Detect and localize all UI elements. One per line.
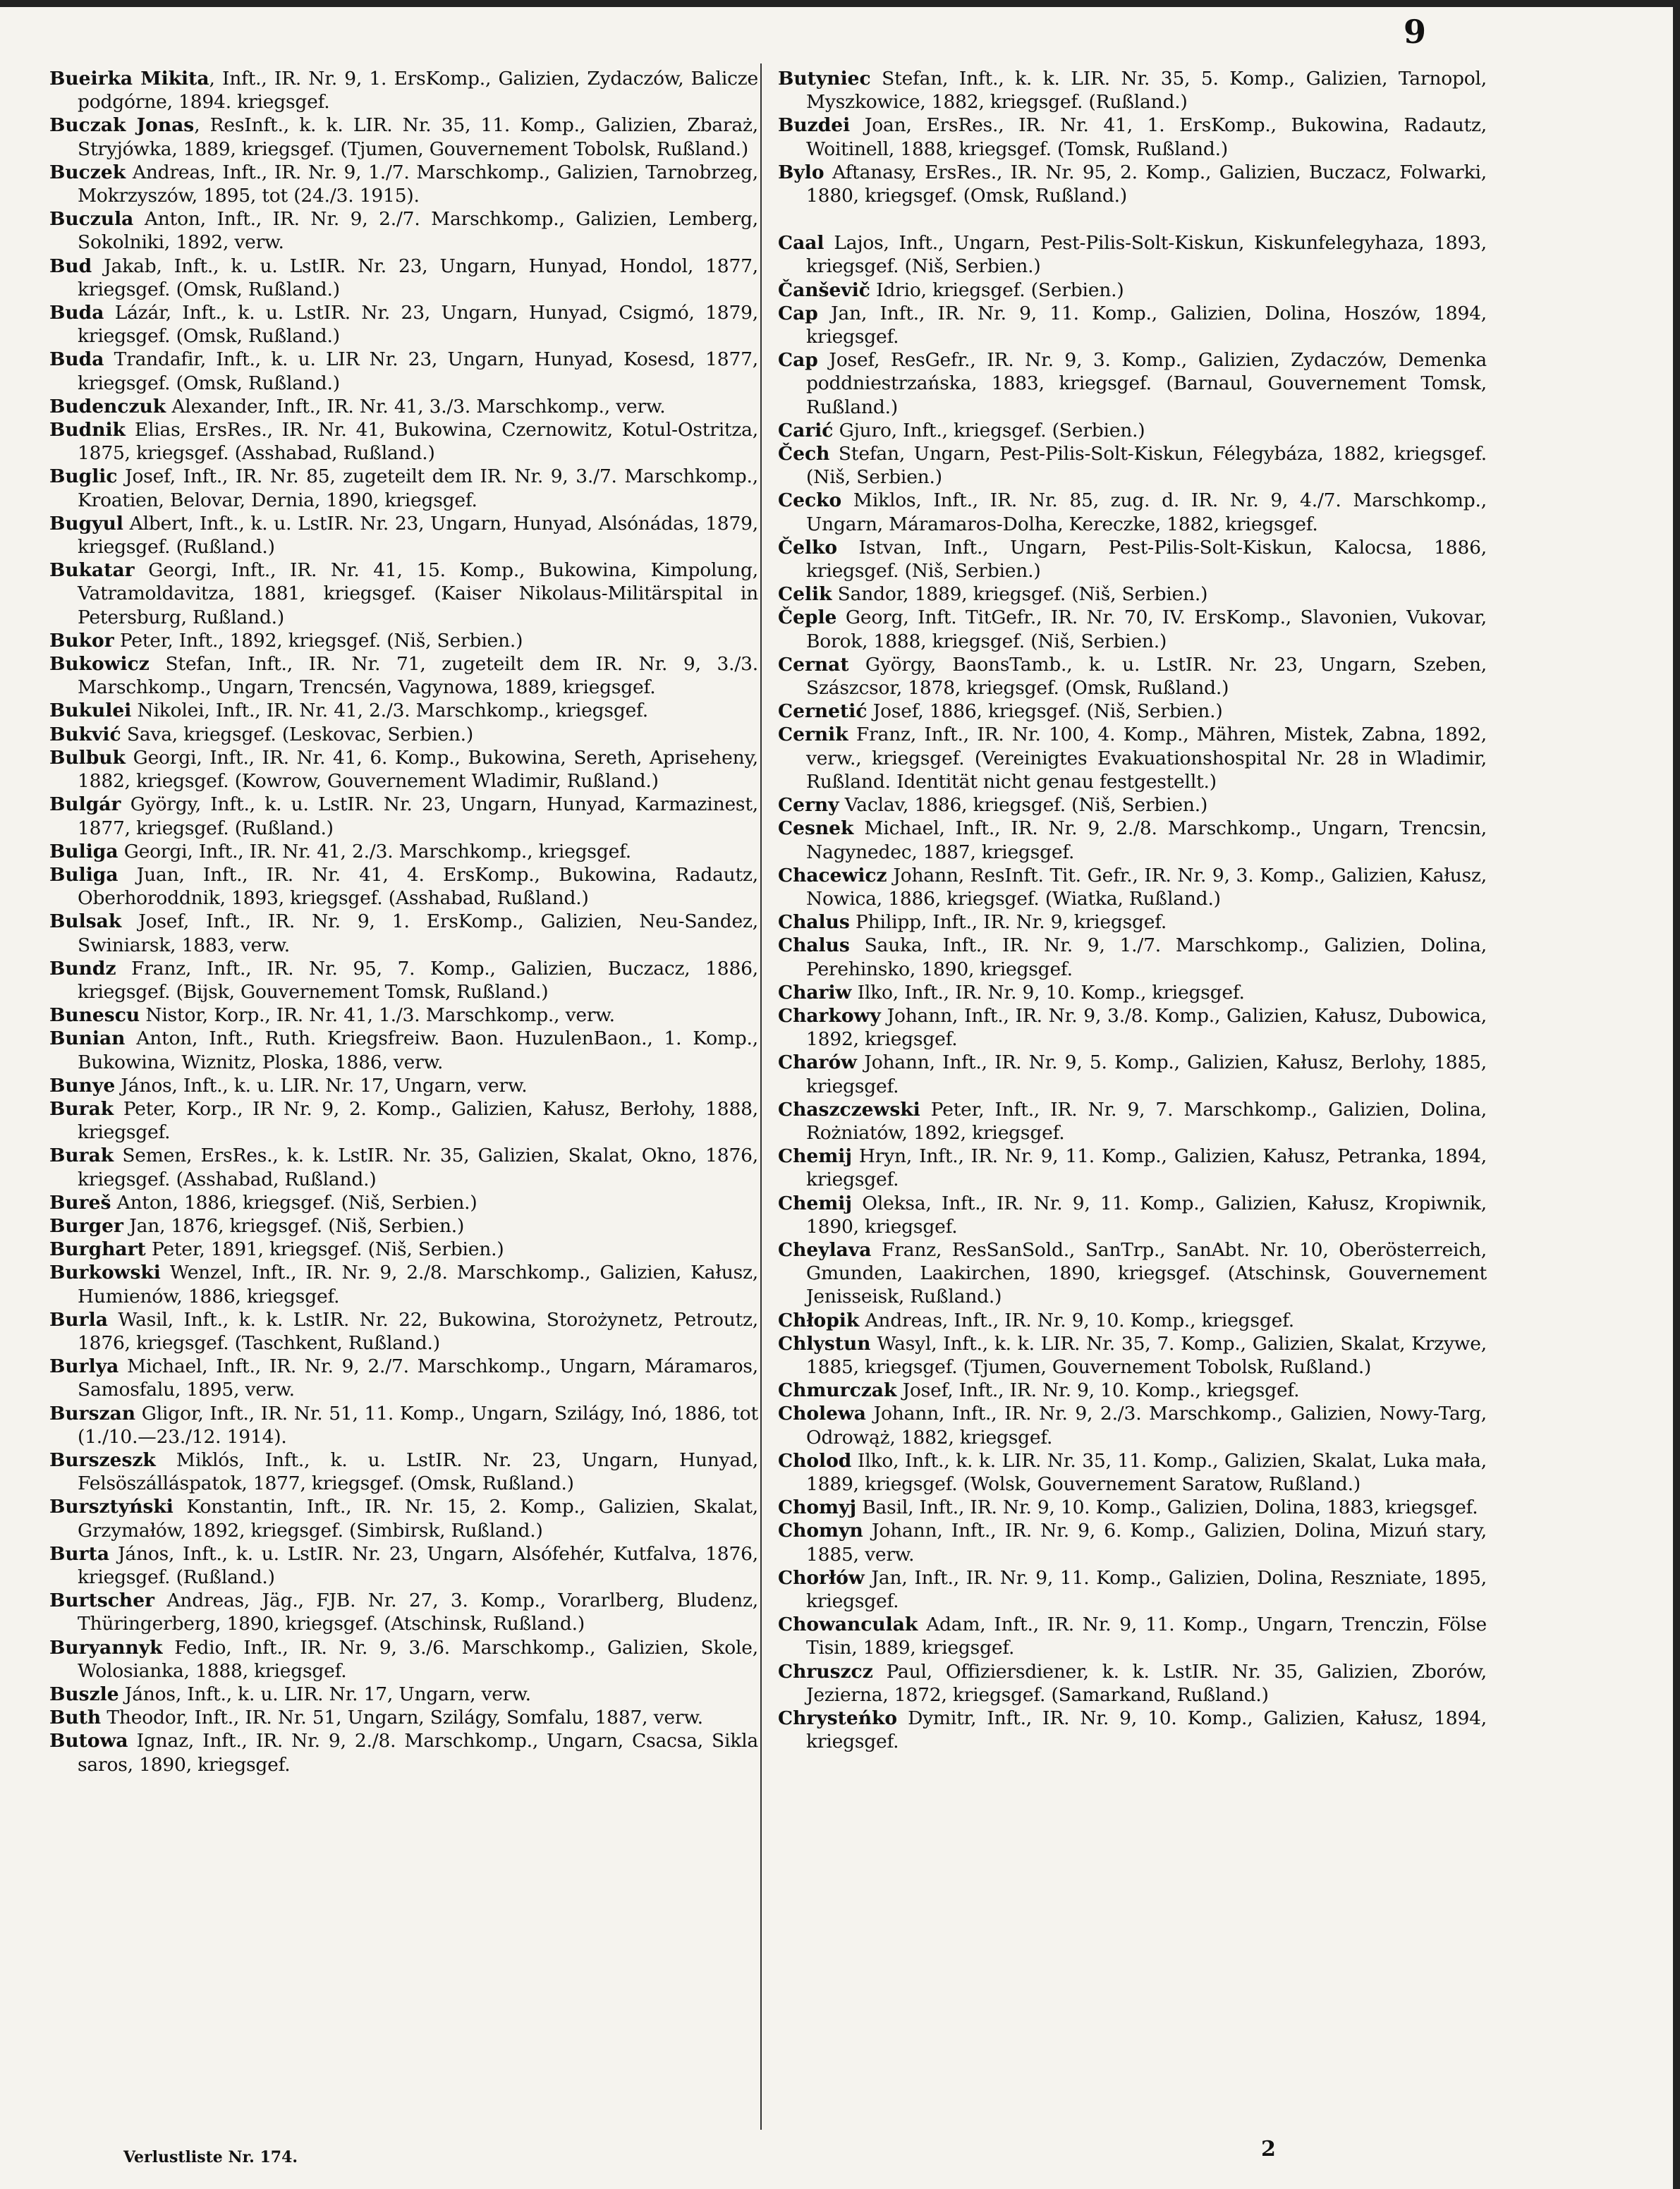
entry-details: Miklós, Inft., k. u. LstIR. Nr. 23, Ungarn, Hunyad, Felsöszálláspatok, 1877, kriegsgef. (Omsk, Rußland.) [78,1449,758,1495]
list-entry [49,699,758,722]
entry-details: Gligor, Inft., IR. Nr. 51, 11. Komp., Ungarn, Szilágy, Inó, 1886, tot (1./10.—23./12. 1914). [78,1402,758,1448]
list-entry [49,465,758,511]
entry-surname: Buth [49,1707,102,1729]
list-entry [778,161,1487,207]
entry-details: , Inft., IR. Nr. 9, 1. ErsKomp., Galizien, Zydaczów, Balicze podgórne, 1894. kriegsgef. [78,68,758,114]
entry-details: Peter, Inft., 1892, kriegsgef. (Niš, Serbien.) [114,629,523,652]
list-entry [49,863,758,910]
entry-details: Wasil, Inft., k. k. LstIR. Nr. 22, Bukowina, Storożynetz, Petroutz, 1876, kriegsgef. (Taschkent, Rußland.) [78,1308,758,1354]
entry-surname: Bukatar [49,559,135,582]
entry-details: Georgi, Inft., IR. Nr. 41, 6. Komp., Bukowina, Sereth, Apriseheny, 1882, kriegsgef. (Kowrow, Gouvernement Wladimir, Rußland.) [78,746,758,793]
entry-details: Stefan, Inft., k. k. LIR. Nr. 35, 5. Komp., Galizien, Tarnopol, Myszkowice, 1882, kriegsgef. (Rußland.) [806,68,1487,114]
list-entry [49,114,758,160]
list-entry [49,1238,758,1261]
entry-details: Sandor, 1889, kriegsgef. (Niš, Serbien.) [832,583,1208,606]
entry-details: Nistor, Korp., IR. Nr. 41, 1./3. Marschkomp., verw. [140,1004,615,1027]
entry-details: Anton, 1886, kriegsgef. (Niš, Serbien.) [111,1191,477,1214]
entry-surname: Burkowski [49,1262,161,1284]
entry-details: Andreas, Inft., IR. Nr. 9, 10. Komp., kriegsgef. [859,1309,1294,1331]
list-entry [778,1613,1487,1659]
entry-details: Semen, ErsRes., k. k. LstIR. Nr. 35, Galizien, Skalat, Okno, 1876, kriegsgef. (Asshabad, Rußland.) [78,1145,758,1190]
entry-surname: Čelko [778,536,838,559]
entry-surname: Chowanculak [778,1614,918,1636]
list-entry [778,536,1487,583]
entry-surname: Charów [778,1051,857,1074]
entry-surname: Bylo [778,161,824,183]
entry-surname: Burszan [49,1402,136,1425]
list-entry [778,1192,1487,1238]
list-entry [778,793,1487,817]
list-entry [49,1261,758,1307]
list-entry [49,1542,758,1589]
scan-border-top [0,0,1680,7]
list-entry [49,1308,758,1355]
entry-details: Johann, ResInft. Tit. Gefr., IR. Nr. 9, 3. Komp., Galizien, Kałusz, Nowica, 1886, kriegsgef. (Wiatka, Rußland.) [806,864,1487,910]
entry-surname: Bukvić [49,723,121,745]
entry-surname: Burghart [49,1238,146,1261]
list-entry [49,1355,758,1401]
entry-surname: Čeple [778,606,837,629]
entry-surname: Bukulei [49,700,132,722]
entry-details: Ilko, Inft., k. k. LIR. Nr. 35, 11. Komp., Galizien, Skalat, Luka mała, 1889, kriegsgef. (Wolsk, Gouvernement Saratow, Rußland.) [806,1449,1487,1495]
list-entry [49,418,758,465]
footer-list-number: Verlustliste Nr. 174. [123,2148,298,2166]
entry-surname: Buglic [49,465,118,488]
list-entry [778,1309,1487,1332]
entry-details: Sava, kriegsgef. (Leskovac, Serbien.) [121,723,473,745]
entry-surname: Burszeszk [49,1449,156,1471]
column-divider [760,63,762,2130]
list-entry [49,793,758,839]
entry-details: Istvan, Inft., Ungarn, Pest-Pilis-Solt-Kiskun, Kalocsa, 1886, kriegsgef. (Niš, Serbien.) [806,536,1487,583]
entry-details: Franz, ResSanSold., SanTrp., SanAbt. Nr. 10, Oberösterreich, Gmunden, Laakirchen, 1890, kriegsgef. (Atschinsk, Gouvernement Jenisseisk, Rußland.) [806,1238,1487,1308]
entry-details: Ignaz, Inft., IR. Nr. 9, 2./8. Marschkomp., Ungarn, Csacsa, Sikla saros, 1890, kriegsgef. [78,1730,758,1776]
list-entry [778,302,1487,348]
entry-surname: Buczula [49,208,134,231]
entry-surname: Cernat [778,653,849,676]
entry-surname: Burtscher [49,1590,155,1612]
entry-surname: Cap [778,349,818,372]
entry-details: Aftanasy, ErsRes., IR. Nr. 95, 2. Komp., Galizien, Buczacz, Folwarki, 1880, kriegsgef. (Omsk, Rußland.) [806,161,1487,207]
entry-details: Philipp, Inft., IR. Nr. 9, kriegsgef. [849,911,1167,934]
entry-surname: Charkowy [778,1004,881,1027]
entry-surname: Bursztyński [49,1496,174,1518]
entry-surname: Bunescu [49,1004,140,1027]
entry-details: Trandafir, Inft., k. u. LIR Nr. 23, Ungarn, Hunyad, Kosesd, 1877, kriegsgef. (Omsk, Rußland.) [78,348,758,394]
list-entry [49,1683,758,1706]
list-entry [49,1636,758,1683]
entry-surname: Chomyj [778,1496,857,1519]
right-column [778,67,1487,1753]
entry-details: Oleksa, Inft., IR. Nr. 9, 11. Komp., Galizien, Kałusz, Kropiwnik, 1890, kriegsgef. [806,1192,1487,1238]
entry-details: Georg, Inft. TitGefr., IR. Nr. 70, IV. ErsKomp., Slavonien, Vukovar, Borok, 1888, kriegsgef. (Niš, Serbien.) [806,606,1487,652]
entry-details: Juan, Inft., IR. Nr. 41, 4. ErsKomp., Bukowina, Radautz, Oberhoroddnik, 1893, kriegsgef. (Asshabad, Rußland.) [78,863,758,910]
list-entry [49,629,758,652]
entry-surname: Bureš [49,1191,111,1214]
list-entry [49,746,758,793]
entry-details: Dymitr, Inft., IR. Nr. 9, 10. Komp., Galizien, Kałusz, 1894, kriegsgef. [806,1707,1487,1753]
entry-surname: Buzdei [778,114,851,137]
entry-details: Lajos, Inft., Ungarn, Pest-Pilis-Solt-Kiskun, Kiskunfelegyhaza, 1893, kriegsgef. (Niš, Serbien.) [806,232,1487,278]
entry-details: János, Inft., k. u. LIR. Nr. 17, Ungarn, verw. [115,1074,528,1097]
entry-surname: Caal [778,232,824,255]
entry-details: Johann, Inft., IR. Nr. 9, 6. Komp., Galizien, Dolina, Mizuń stary, 1885, verw. [806,1520,1487,1566]
list-entry [49,1706,758,1729]
entry-surname: Burta [49,1542,110,1565]
entry-surname: Cerny [778,794,839,817]
entry-surname: Chariw [778,981,852,1004]
list-entry [778,1098,1487,1145]
list-entry [49,1191,758,1214]
list-entry [49,1402,758,1449]
list-entry [778,1379,1487,1402]
entry-surname: Bulbuk [49,746,126,769]
entry-surname: Bud [49,255,92,277]
entry-surname: Carić [778,419,834,441]
entry-details: Basil, Inft., IR. Nr. 9, 10. Komp., Galizien, Dolina, 1883, kriegsgef. [856,1496,1478,1519]
entry-details: Joan, ErsRes., IR. Nr. 41, 1. ErsKomp., Bukowina, Radautz, Woitinell, 1888, kriegsgef. (Tomsk, Rußland.) [806,114,1487,160]
list-entry [778,1519,1487,1566]
entry-surname: Cholewa [778,1403,866,1425]
entry-details: Josef, Inft., IR. Nr. 9, 1. ErsKomp., Galizien, Neu-Sandez, Swiniarsk, 1883, verw. [78,910,758,956]
entry-details: Miklos, Inft., IR. Nr. 85, zug. d. IR. Nr. 9, 4./7. Marschkomp., Ungarn, Máramaros-Dolha, Kereczke, 1882, kriegsgef. [806,489,1487,535]
list-entry [49,1074,758,1097]
entry-surname: Chacewicz [778,864,887,886]
entry-surname: Chemij [778,1145,852,1168]
entry-surname: Burlya [49,1355,119,1378]
entry-details: Franz, Inft., IR. Nr. 100, 4. Komp., Mähren, Mistek, Zabna, 1892, verw., kriegsgef. (Vereinigtes Evakuationshospital Nr. 28 in Wladimir, Rußland. Identität nicht genau festgestellt.) [806,724,1487,793]
list-entry [49,652,758,699]
entry-details: Elias, ErsRes., IR. Nr. 41, Bukowina, Czernowitz, Kotul-Ostritza, 1875, kriegsgef. (Asshabad, Rußland.) [78,419,758,465]
list-entry [778,981,1487,1004]
entry-surname: Cernik [778,724,848,746]
entry-surname: Chorłów [778,1566,865,1589]
entry-details: Michael, Inft., IR. Nr. 9, 2./8. Marschkomp., Ungarn, Trencsin, Nagynedec, 1887, kriegsgef. [806,817,1487,863]
list-entry [49,512,758,559]
entry-details: Franz, Inft., IR. Nr. 95, 7. Komp., Galizien, Buczacz, 1886, kriegsgef. (Bijsk, Gouvernement Tomsk, Rußland.) [78,957,758,1003]
entry-details: Josef, ResGefr., IR. Nr. 9, 3. Komp., Galizien, Zydaczów, Demenka poddniestrzańska, 1883, kriegsgef. (Barnaul, Gouvernement Tomsk, Rußland.) [806,349,1487,418]
entry-surname: Bugyul [49,512,123,535]
entry-details: Wenzel, Inft., IR. Nr. 9, 2./8. Marschkomp., Galizien, Kałusz, Humienów, 1886, kriegsgef. [78,1262,758,1307]
entry-surname: Buszle [49,1683,119,1706]
entry-details: György, Inft., k. u. LstIR. Nr. 23, Ungarn, Hunyad, Karmazinest, 1877, kriegsgef. (Rußland.) [78,793,758,839]
entry-details: Gjuro, Inft., kriegsgef. (Serbien.) [833,419,1145,441]
entry-details: , ResInft., k. k. LIR. Nr. 35, 11. Komp., Galizien, Zbaraż, Stryjówka, 1889, kriegsgef. (Tjumen, Gouvernement Tobolsk, Rußland.) [78,114,758,160]
entry-details: Sauka, Inft., IR. Nr. 9, 1./7. Marschkomp., Galizien, Dolina, Perehinsko, 1890, kriegsgef. [806,934,1487,980]
entry-surname: Buda [49,302,104,324]
entry-details: Alexander, Inft., IR. Nr. 41, 3./3. Marschkomp., verw. [166,395,666,417]
list-entry [49,1004,758,1027]
entry-details: Albert, Inft., k. u. LstIR. Nr. 23, Ungarn, Hunyad, Alsónádas, 1879, kriegsgef. (Rußland.) [78,512,758,559]
entry-surname: Buliga [49,840,118,862]
entry-surname: Burak [49,1145,114,1167]
list-entry [778,1566,1487,1613]
left-column [49,67,758,1776]
list-entry [778,442,1487,489]
list-entry [49,255,758,301]
entry-surname: Buryannyk [49,1636,163,1659]
entry-surname: Budenczuk [49,395,166,417]
list-entry [778,1238,1487,1309]
list-entry [778,1145,1487,1191]
list-entry [49,1027,758,1073]
entry-surname: Bunian [49,1028,126,1050]
entry-details: Jan, Inft., IR. Nr. 9, 11. Komp., Galizien, Dolina, Hoszów, 1894, kriegsgef. [806,302,1487,348]
footer-signature-mark: 2 [1261,2137,1276,2161]
list-entry [49,1589,758,1635]
list-entry [49,723,758,746]
entry-surname: Bundz [49,957,116,980]
list-entry [778,489,1487,535]
entry-details: Peter, Inft., IR. Nr. 9, 7. Marschkomp., Galizien, Dolina, Rożniatów, 1892, kriegsgef. [806,1098,1487,1144]
section-gap [778,207,1487,231]
entry-surname: Bunye [49,1074,116,1097]
list-entry [49,207,758,254]
list-entry [778,910,1487,934]
entry-details: Peter, Korp., IR Nr. 9, 2. Komp., Galizien, Kałusz, Berłohy, 1888, kriegsgef. [78,1097,758,1144]
entry-details: Johann, Inft., IR. Nr. 9, 2./3. Marschkomp., Galizien, Nowy-Targ, Odrowąż, 1882, kriegsgef. [806,1403,1487,1449]
list-entry [49,1729,758,1776]
entry-details: Anton, Inft., Ruth. Kriegsfreiw. Baon. HuzulenBaon., 1. Komp., Bukowina, Wiznitz, Ploska, 1886, verw. [78,1028,758,1073]
entry-details: Jan, 1876, kriegsgef. (Niš, Serbien.) [123,1214,465,1237]
entry-surname: Celik [778,583,832,606]
entry-surname: Cap [778,302,818,324]
entry-details: Lázár, Inft., k. u. LstIR. Nr. 23, Ungarn, Hunyad, Csigmó, 1879, kriegsgef. (Omsk, Rußland.) [78,302,758,348]
entry-surname: Chalus [778,911,850,934]
entry-details: Johann, Inft., IR. Nr. 9, 3./8. Komp., Galizien, Kałusz, Dubowica, 1892, kriegsgef. [806,1004,1487,1051]
entry-surname: Čech [778,443,830,465]
entry-details: Nikolei, Inft., IR. Nr. 41, 2./3. Marschkomp., kriegsgef. [131,700,648,722]
entry-details: Josef, Inft., IR. Nr. 9, 10. Komp., kriegsgef. [896,1379,1300,1402]
list-entry [778,67,1487,114]
entry-details: Johann, Inft., IR. Nr. 9, 5. Komp., Galizien, Kałusz, Berlohy, 1885, kriegsgef. [806,1051,1487,1097]
list-entry [778,1051,1487,1097]
list-entry [778,1449,1487,1496]
entry-surname: Burger [49,1214,123,1237]
page-number: 9 [1403,13,1426,51]
list-entry [49,395,758,418]
entry-details: Josef, Inft., IR. Nr. 85, zugeteilt dem IR. Nr. 9, 3./7. Marschkomp., Kroatien, Belovar, Dernia, 1890, kriegsgef. [78,465,758,511]
entry-details: György, BaonsTamb., k. u. LstIR. Nr. 23, Ungarn, Szeben, Szászcsor, 1878, kriegsgef. (Omsk, Rußland.) [806,653,1487,700]
list-entry [778,1496,1487,1519]
list-entry [778,817,1487,863]
entry-surname: Chlystun [778,1332,871,1355]
list-entry [49,348,758,394]
entry-details: Josef, 1886, kriegsgef. (Niš, Serbien.) [867,700,1223,723]
list-entry [778,279,1487,302]
entry-details: Hryn, Inft., IR. Nr. 9, 11. Komp., Galizien, Kałusz, Petranka, 1894, kriegsgef. [806,1145,1487,1191]
list-entry [49,301,758,348]
list-entry [49,1495,758,1542]
entry-details: Theodor, Inft., IR. Nr. 51, Ungarn, Szilágy, Somfalu, 1887, verw. [101,1707,703,1729]
list-entry [778,700,1487,723]
entry-details: Peter, 1891, kriegsgef. (Niš, Serbien.) [145,1238,504,1261]
entry-surname: Chomyn [778,1520,863,1542]
entry-details: Konstantin, Inft., IR. Nr. 15, 2. Komp., Galizien, Skalat, Grzymałów, 1892, kriegsgef. (Simbirsk, Rußland.) [78,1496,758,1542]
entry-surname: Bulgár [49,793,121,816]
list-entry [49,559,758,629]
list-entry [778,1004,1487,1051]
entry-details: Stefan, Inft., IR. Nr. 71, zugeteilt dem IR. Nr. 9, 3./3. Marschkomp., Ungarn, Trencsén, Vagynowa, 1889, kriegsgef. [78,653,758,699]
list-entry [778,864,1487,910]
list-entry [778,1402,1487,1449]
entry-details: Georgi, Inft., IR. Nr. 41, 2./3. Marschkomp., kriegsgef. [118,840,631,862]
entry-details: Georgi, Inft., IR. Nr. 41, 15. Komp., Bukowina, Kimpolung, Vatramoldavitza, 1881, kriegsgef. (Kaiser Nikolaus-Militärspital in Petersburg, Rußland.) [78,559,758,628]
entry-surname: Burak [49,1097,114,1120]
entry-surname: Chemij [778,1192,852,1214]
entry-surname: Cernetić [778,700,868,723]
entry-surname: Butyniec [778,68,871,90]
entry-details: Anton, Inft., IR. Nr. 9, 2./7. Marschkomp., Galizien, Lemberg, Sokolniki, 1892, verw. [78,208,758,254]
entry-details: Paul, Offiziersdiener, k. k. LstIR. Nr. 35, Galizien, Zborów, Jezierna, 1872, kriegsgef. (Samarkand, Rußland.) [806,1660,1487,1706]
entry-surname: Chruszcz [778,1660,873,1683]
entry-surname: Cholod [778,1449,852,1472]
list-entry [49,840,758,863]
list-entry [778,1707,1487,1753]
list-entry [778,419,1487,442]
entry-surname: Bukor [49,629,114,652]
entry-surname: Cesnek [778,817,854,840]
entry-surname: Bulsak [49,910,122,933]
entry-surname: Bukowicz [49,653,150,676]
list-entry [49,957,758,1004]
entry-details: János, Inft., k. u. LstIR. Nr. 23, Ungarn, Alsófehér, Kutfalva, 1876, kriegsgef. (Rußland.) [78,1542,758,1588]
entry-surname: Chalus [778,934,850,957]
entry-details: Stefan, Ungarn, Pest-Pilis-Solt-Kiskun, Félegybáza, 1882, kriegsgef. (Niš, Serbien.) [806,443,1487,489]
entry-details: Michael, Inft., IR. Nr. 9, 2./7. Marschkomp., Ungarn, Máramaros, Samosfalu, 1895, verw. [78,1355,758,1401]
list-entry [778,114,1487,160]
list-entry [778,1332,1487,1379]
entry-surname: Burla [49,1308,108,1331]
scan-border-right [1673,0,1680,2189]
list-entry [778,1660,1487,1707]
entry-details: Idrio, kriegsgef. (Serbien.) [870,279,1124,301]
entry-surname: Budnik [49,419,126,441]
entry-surname: Čanševič [778,279,870,301]
entry-surname: Bueirka Mikita [49,68,209,90]
entry-details: Jakab, Inft., k. u. LstIR. Nr. 23, Ungarn, Hunyad, Hondol, 1877, kriegsgef. (Omsk, Rußland.) [78,255,758,300]
list-entry [49,1097,758,1144]
entry-details: Adam, Inft., IR. Nr. 9, 11. Komp., Ungarn, Trenczin, Fölse Tisin, 1889, kriegsgef. [806,1614,1487,1659]
list-entry [778,606,1487,652]
list-entry [778,723,1487,793]
entry-details: Ilko, Inft., IR. Nr. 9, 10. Komp., kriegsgef. [851,981,1245,1004]
entry-details: Wasyl, Inft., k. k. LIR. Nr. 35, 7. Komp., Galizien, Skalat, Krzywe, 1885, kriegsgef. (Tjumen, Gouvernement Tobolsk, Rußland.) [806,1332,1487,1378]
entry-details: Andreas, Inft., IR. Nr. 9, 1./7. Marschkomp., Galizien, Tarnobrzeg, Mokrzyszów, 1895, tot (24./3. 1915). [78,161,758,207]
entry-surname: Butowa [49,1730,128,1752]
list-entry [49,1214,758,1238]
entry-details: Fedio, Inft., IR. Nr. 9, 3./6. Marschkomp., Galizien, Skole, Wolosianka, 1888, kriegsgef. [78,1636,758,1682]
entry-surname: Chmurczak [778,1379,897,1402]
entry-details: Vaclav, 1886, kriegsgef. (Niš, Serbien.) [839,794,1208,817]
list-entry [49,910,758,956]
entry-surname: Chaszczewski [778,1098,920,1121]
entry-details: Jan, Inft., IR. Nr. 9, 11. Komp., Galizien, Dolina, Reszniate, 1895, kriegsgef. [806,1566,1487,1612]
entry-surname: Chłopik [778,1309,860,1331]
entry-surname: Buliga [49,863,118,886]
entry-surname: Cheylava [778,1238,872,1261]
entry-surname: Chrysteńko [778,1707,898,1730]
list-entry [778,348,1487,419]
list-entry [778,231,1487,278]
entry-details: János, Inft., k. u. LIR. Nr. 17, Ungarn, verw. [118,1683,531,1706]
entry-surname: Buczek [49,161,126,183]
list-entry [778,583,1487,606]
entry-details: Andreas, Jäg., FJB. Nr. 27, 3. Komp., Vorarlberg, Bludenz, Thüringerberg, 1890, kriegsgef. (Atschinsk, Rußland.) [78,1590,758,1635]
entry-surname: Cecko [778,489,842,512]
list-entry [49,1449,758,1495]
list-entry [778,934,1487,980]
entry-surname: Buczak Jonas [49,114,195,137]
list-entry [49,161,758,207]
list-entry [778,653,1487,700]
list-entry [49,1144,758,1190]
entry-surname: Buda [49,348,104,371]
list-entry [49,67,758,114]
